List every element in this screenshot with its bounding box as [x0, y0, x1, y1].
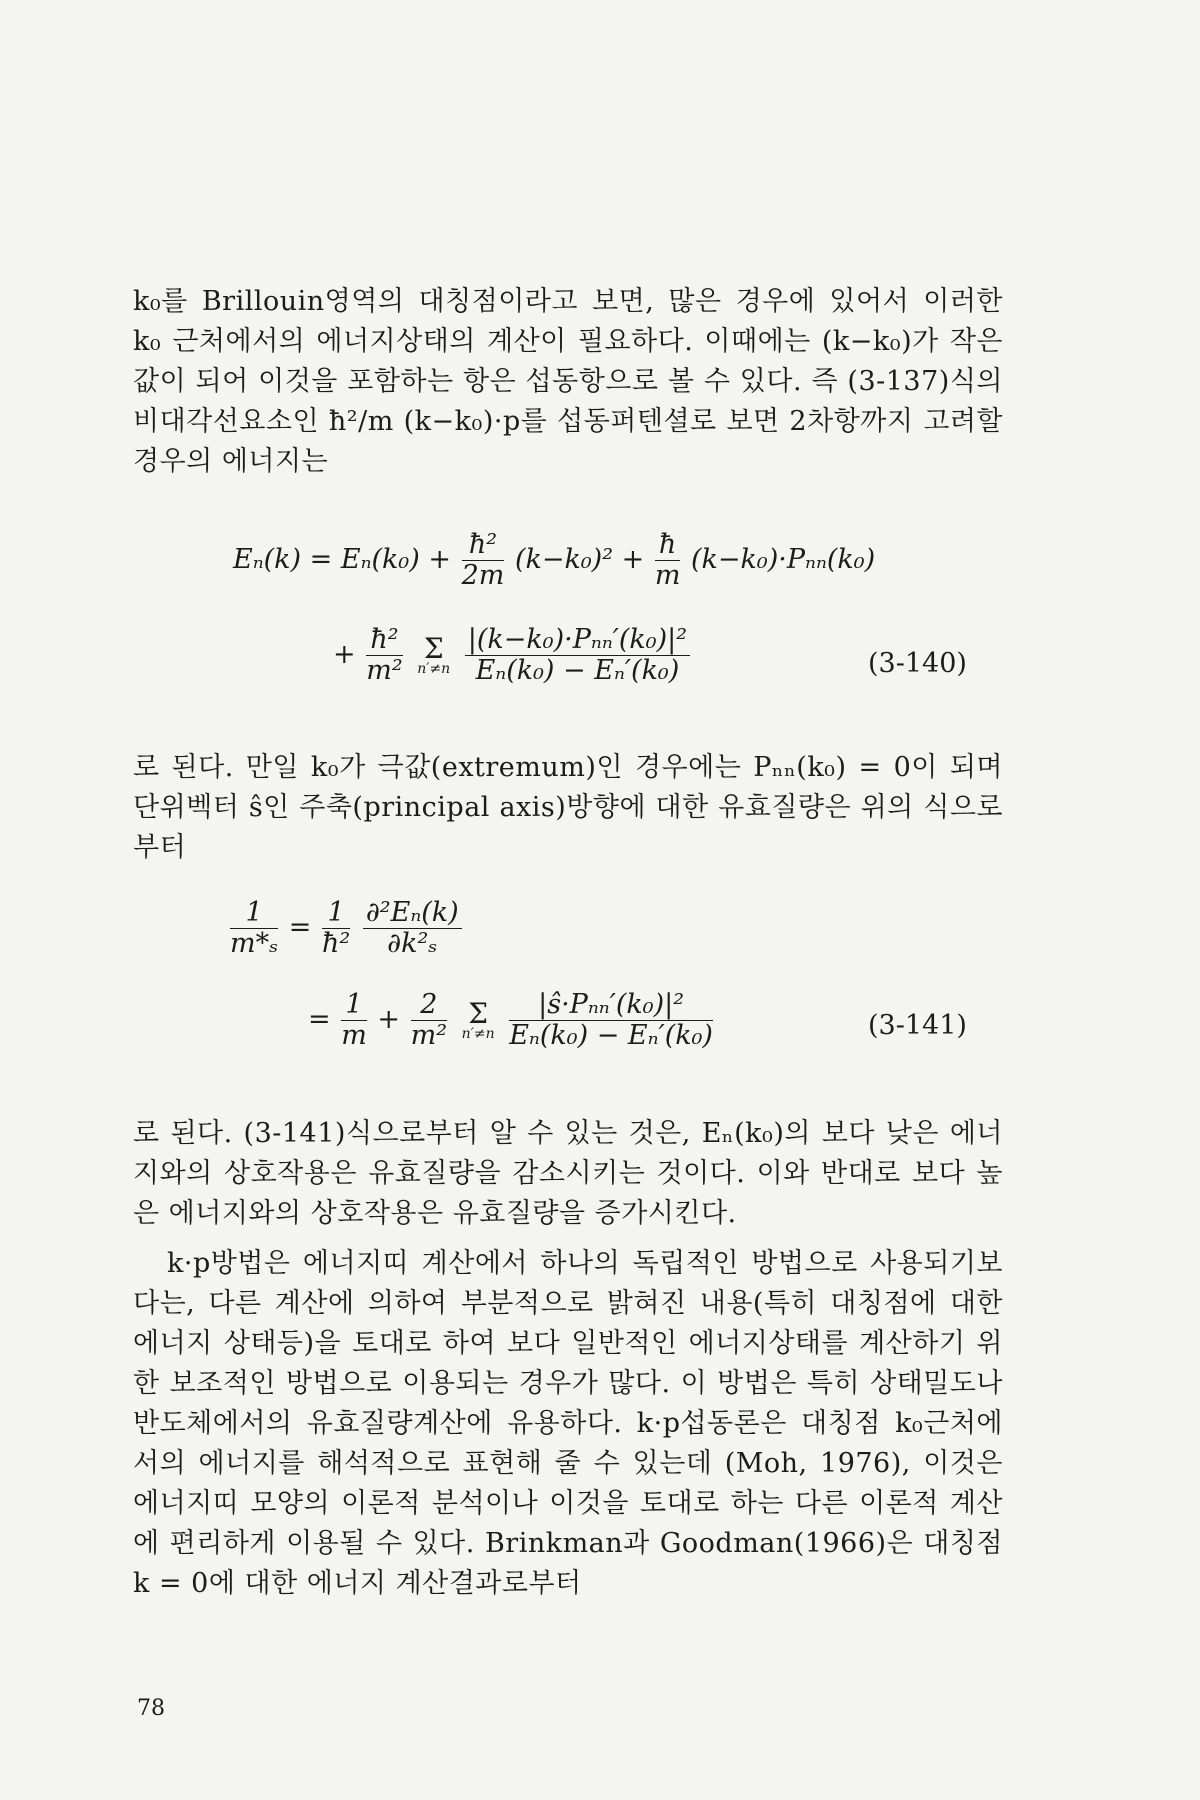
- eq141-r5-num: |ŝ·Pₙₙ′(k₀)|²: [509, 990, 713, 1021]
- equation-3-141-line-1: [228, 898, 464, 959]
- eq140-end: (k−k₀)·Pₙₙ(k₀): [691, 544, 876, 575]
- eq140-fraction-3: [366, 625, 402, 686]
- eq141-r1-den: ħ²: [322, 928, 351, 959]
- eq140-f3-num: ħ²: [366, 625, 402, 656]
- eq140-f2-num: ħ: [655, 530, 681, 561]
- eq141-lhs-num: 1: [230, 898, 278, 929]
- eq141-plus: +: [377, 1004, 401, 1035]
- eq141-equals-1: =: [288, 912, 312, 943]
- eq141-r3-den: m: [341, 1020, 367, 1051]
- eq140-f4-num: |(k−k₀)·Pₙₙ′(k₀)|²: [465, 625, 690, 656]
- eq141-equals-2: =: [308, 1004, 331, 1035]
- eq141-fraction-2: [363, 898, 462, 959]
- eq141-lhs-fraction: [230, 898, 278, 959]
- paragraph-1-text: k₀를 Brillouin영역의 대칭점이라고 보면, 많은 경우에 있어서 이러한 k₀ 근처에서의 에너지상태의 계산이 필요하다. 이때에는 (k−k₀)가 작은 값이 되어 이것을 포함하는 항은 섭동항으로 볼 수 있다. 즉 (3-137)식의 비대각선요소인 ħ²/m (k−k₀)·p를 섭동퍼텐셜로 보면 2차항까지 고려할 경우의 에너지는: [133, 286, 1003, 477]
- eq141-r2-num: ∂²Eₙ(k): [363, 898, 462, 929]
- eq141-r1-num: 1: [322, 898, 350, 929]
- eq140-lhs: Eₙ(k) = Eₙ(k₀) +: [233, 544, 451, 575]
- eq140-f3-den: m²: [366, 655, 403, 686]
- eq141-r5-den: Eₙ(k₀) − Eₙ′(k₀): [509, 1020, 713, 1051]
- eq141-sigma: Σ: [468, 996, 489, 1030]
- eq140-mid: (k−k₀)² +: [514, 544, 645, 575]
- eq141-summation: [461, 996, 495, 1042]
- eq140-sum-sub: n′≠n: [417, 660, 451, 677]
- eq140-f2-den: m: [654, 560, 681, 591]
- eq141-fraction-5: [509, 990, 713, 1051]
- paragraph-1: [133, 282, 1003, 482]
- eq140-f1-den: 2m: [461, 560, 505, 591]
- eq141-r4-num: 2: [411, 990, 447, 1021]
- eq141-lhs-den: m*ₛ: [230, 928, 279, 959]
- eq140-fraction-1: [462, 530, 505, 591]
- equation-number-3-140: (3-140): [868, 648, 967, 679]
- equation-3-140: [133, 530, 1003, 720]
- equation-3-141: [133, 898, 1003, 1088]
- eq141-fraction-4: [411, 990, 447, 1051]
- equation-3-140-line-1: [233, 530, 875, 591]
- paragraph-4-text: k·p방법은 에너지띠 계산에서 하나의 독립적인 방법으로 사용되기보다는, 다른 계산에 의하여 부분적으로 밝혀진 내용(특히 대칭점에 대한 에너지 상태등)을 토대로 하여 보다 일반적인 에너지상태를 계산하기 위한 보조적인 방법으로 이용되는 경우가 많다. 이 방법은 특히 상태밀도나 반도체에서의 유효질량계산에 유용하다. k·p섭동론은 대칭점 k₀근처에서의 에너지를 해석적으로 표현해 줄 수 있는데 (Moh, 1976), 이것은 에너지띠 모양의 이론적 분석이나 이것을 토대로 하는 다른 이론적 계산에 편리하게 이용될 수 있다. Brinkman과 Goodman(1966)은 대칭점 k = 0에 대한 에너지 계산결과로부터: [133, 1248, 1003, 1599]
- paragraph-3: [133, 1114, 1003, 1234]
- eq141-r2-den: ∂k²ₛ: [387, 928, 438, 959]
- eq140-summation: [417, 631, 451, 677]
- eq140-fraction-4: [465, 625, 690, 686]
- eq140-sigma: Σ: [423, 631, 444, 665]
- eq140-plus: +: [333, 639, 356, 670]
- eq141-fraction-1: [322, 898, 350, 959]
- equation-3-140-line-2: [333, 625, 692, 686]
- eq141-r4-den: m²: [410, 1020, 448, 1051]
- page-number: 78: [137, 1696, 165, 1721]
- eq140-fraction-2: [655, 530, 681, 591]
- eq140-f4-den: Eₙ(k₀) − Eₙ′(k₀): [475, 655, 680, 686]
- eq141-fraction-3: [341, 990, 367, 1051]
- eq141-r3-num: 1: [341, 990, 367, 1021]
- eq140-f1-num: ħ²: [462, 530, 505, 561]
- paragraph-3-text: 로 된다. (3-141)식으로부터 알 수 있는 것은, Eₙ(k₀)의 보다 낮은 에너지와의 상호작용은 유효질량을 감소시키는 것이다. 이와 반대로 보다 높은 에너지와의 상호작용은 유효질량을 증가시킨다.: [133, 1118, 1003, 1229]
- paragraph-2-text: 로 된다. 만일 k₀가 극값(extremum)인 경우에는 Pₙₙ(k₀) = 0이 되며 단위벡터 ŝ인 주축(principal axis)방향에 대한 유효질량은 위의 식으로부터: [133, 752, 1003, 863]
- paragraph-2: [133, 748, 1003, 868]
- eq141-sum-sub: n′≠n: [461, 1025, 495, 1042]
- equation-3-141-line-2: [308, 990, 715, 1051]
- paragraph-4: [133, 1244, 1003, 1604]
- equation-number-3-141: (3-141): [868, 1010, 967, 1041]
